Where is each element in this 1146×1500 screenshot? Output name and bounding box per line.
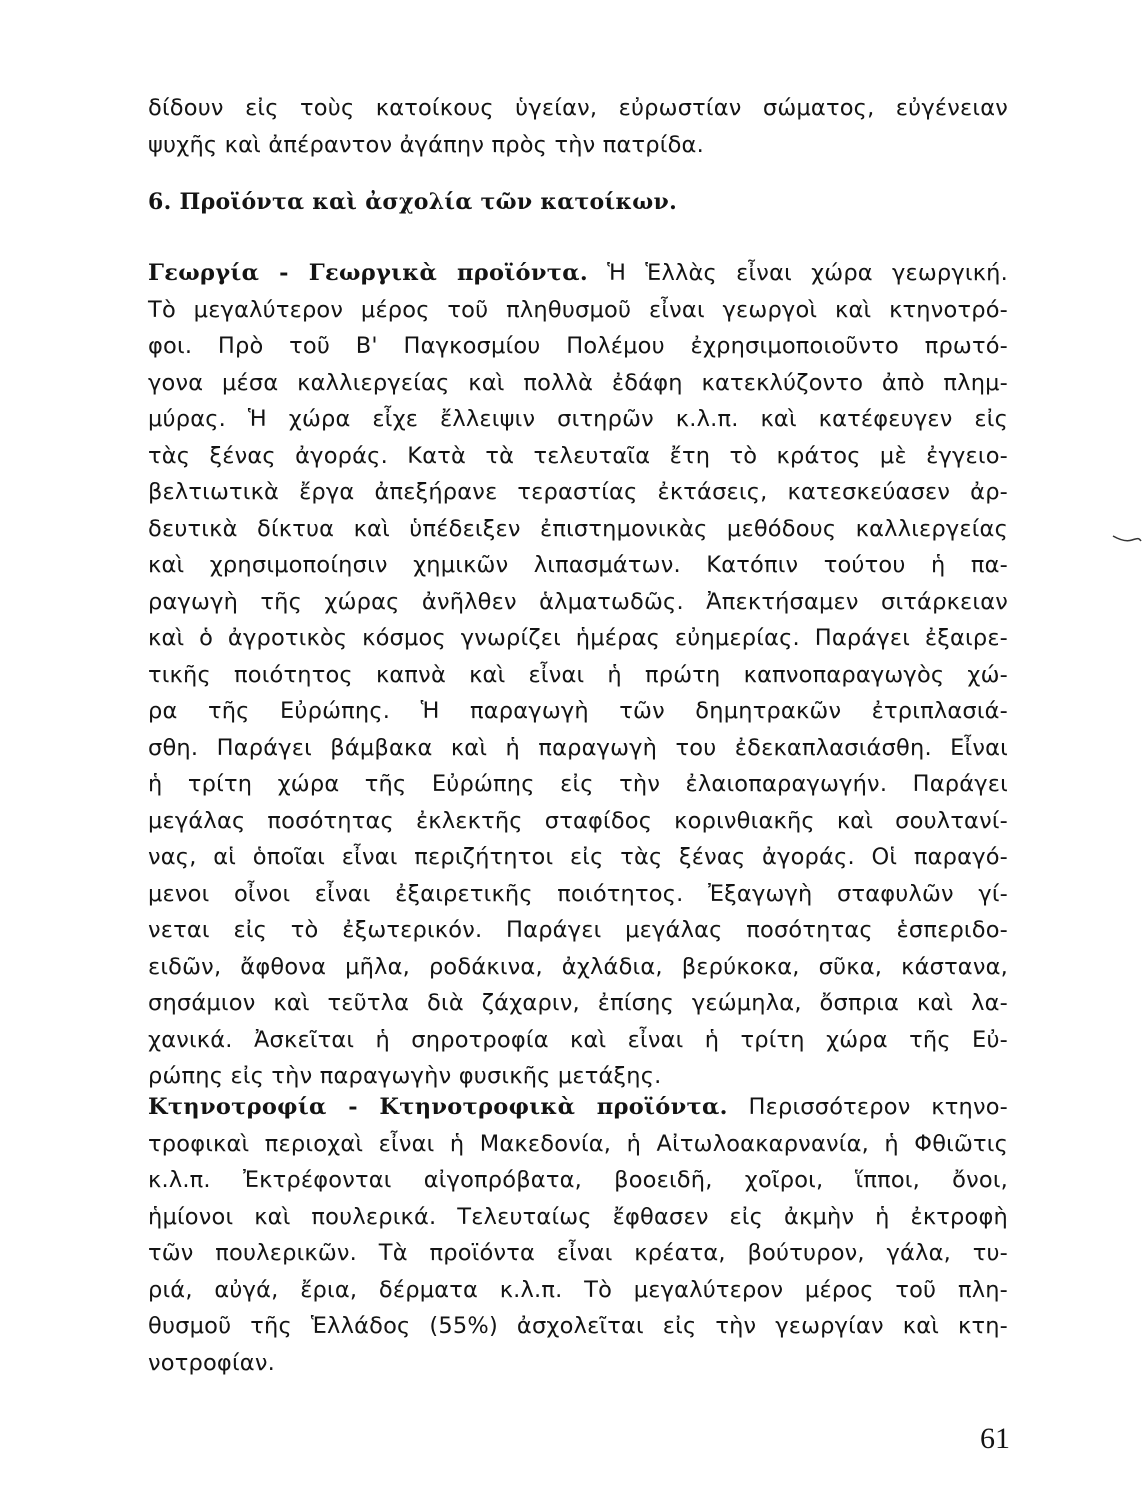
livestock-paragraph xyxy=(148,1089,1008,1381)
text-line: βελτιωτικὰ ἔργα ἀπεξήρανε τεραστίας ἐκτάσεις, κατεσκεύασεν ἀρ- xyxy=(148,479,1008,505)
intro-paragraph xyxy=(148,90,1008,163)
agriculture-first-line: Ἡ Ἑλλὰς εἶναι χώρα γεωργική. xyxy=(607,260,1008,286)
agriculture-heading: Γεωργία - Γεωργικὰ προϊόντα. xyxy=(148,260,588,286)
text-line: ριά, αὐγά, ἔρια, δέρματα κ.λ.π. Τὸ μεγαλύτερον μέρος τοῦ πλη- xyxy=(148,1276,1008,1303)
text-line: σθη. Παράγει βάμβακα καὶ ἡ παραγωγὴ του ἐδεκαπλασιάσθη. Εἶναι xyxy=(148,734,1008,761)
text-line: τῶν πουλερικῶν. Τὰ προϊόντα εἶναι κρέατα, βούτυρον, γάλα, τυ- xyxy=(148,1240,1008,1266)
text-line: ρώπης εἰς τὴν παραγωγὴν φυσικῆς μετάξης. xyxy=(148,1063,662,1089)
text-line: καὶ ὁ ἀγροτικὸς κόσμος γνωρίζει ἡμέρας εὐημερίας. Παράγει ἐξαιρε- xyxy=(148,625,1008,651)
text-line: τικῆς ποιότητος καπνὰ καὶ εἶναι ἡ πρώτη καπνοπαραγωγὸς χώ- xyxy=(148,661,1008,688)
text-line: Τὸ μεγαλύτερον μέρος τοῦ πληθυσμοῦ εἶναι γεωργοὶ καὶ κτηνοτρό- xyxy=(148,296,1008,323)
text-line: μύρας. Ἡ χώρα εἶχε ἔλλειψιν σιτηρῶν κ.λ.π. καὶ κατέφευγεν εἰς xyxy=(148,406,1008,432)
text-line: ἡ τρίτη χώρα τῆς Εὐρώπης εἰς τὴν ἐλαιοπαραγωγήν. Παράγει xyxy=(148,771,1008,797)
text-line xyxy=(148,1089,1008,1126)
text-line: δίδουν εἰς τοὺς κατοίκους ὑγείαν, εὐρωστίαν σώματος, εὐγένειαν xyxy=(148,95,1008,121)
agriculture-paragraph xyxy=(148,255,1008,1095)
section-heading: 6. Προϊόντα καὶ ἀσχολία τῶν κατοίκων. xyxy=(148,189,678,215)
text-line: ρα τῆς Εὐρώπης. Ἡ παραγωγὴ τῶν δημητρακῶν ἐτριπλασιά- xyxy=(148,698,1008,724)
page-number: 61 xyxy=(980,1422,1010,1455)
text-line: φοι. Πρὸ τοῦ Β' Παγκοσμίου Πολέμου ἐχρησιμοποιοῦντο πρωτό- xyxy=(148,333,1008,359)
text-line: μενοι οἶνοι εἶναι ἐξαιρετικῆς ποιότητος. Ἐξαγωγὴ σταφυλῶν γί- xyxy=(148,880,1008,907)
text-line: τροφικαὶ περιοχαὶ εἶναι ἡ Μακεδονία, ἡ Αἰτωλοακαρνανία, ἡ Φθιῶτις xyxy=(148,1130,1008,1157)
scan-mark xyxy=(1112,530,1142,548)
text-line: νοτροφίαν. xyxy=(148,1349,275,1376)
text-line: ειδῶν, ἄφθονα μῆλα, ροδάκινα, ἀχλάδια, βερύκοκα, σῦκα, κάστανα, xyxy=(148,953,1008,980)
text-line: νεται εἰς τὸ ἐξωτερικόν. Παράγει μεγάλας ποσότητας ἑσπεριδο- xyxy=(148,917,1008,943)
text-line: γονα μέσα καλλιεργείας καὶ πολλὰ ἐδάφη κατεκλύζοντο ἀπὸ πλημ- xyxy=(148,369,1008,396)
livestock-heading: Κτηνοτροφία - Κτηνοτροφικὰ προϊόντα. xyxy=(148,1094,728,1120)
text-line: τὰς ξένας ἀγοράς. Κατὰ τὰ τελευταῖα ἔτη τὸ κράτος μὲ ἐγγειο- xyxy=(148,442,1008,469)
text-line: σησάμιον καὶ τεῦτλα διὰ ζάχαριν, ἐπίσης γεώμηλα, ὄσπρια καὶ λα- xyxy=(148,990,1008,1016)
text-line xyxy=(148,255,1008,292)
livestock-first-line: Περισσότερον κτηνο- xyxy=(748,1094,1009,1120)
text-line: νας, αἱ ὁποῖαι εἶναι περιζήτητοι εἰς τὰς ξένας ἀγοράς. Οἱ παραγό- xyxy=(148,844,1008,870)
text-line: θυσμοῦ τῆς Ἑλλάδος (55%) ἀσχολεῖται εἰς τὴν γεωργίαν καὶ κτη- xyxy=(148,1313,1008,1339)
text-line: ἡμίονοι καὶ πουλερικά. Τελευταίως ἔφθασεν εἰς ἀκμὴν ἡ ἐκτροφὴ xyxy=(148,1203,1008,1230)
text-line: ραγωγὴ τῆς χώρας ἀνῆλθεν ἁλματωδῶς. Ἀπεκτήσαμεν σιτάρκειαν xyxy=(148,588,1008,615)
text-line: καὶ χρησιμοποίησιν χημικῶν λιπασμάτων. Κατόπιν τούτου ἡ πα- xyxy=(148,552,1008,578)
text-line: ψυχῆς καὶ ἀπέραντον ἀγάπην πρὸς τὴν πατρίδα. xyxy=(148,131,704,158)
text-line: δευτικὰ δίκτυα καὶ ὑπέδειξεν ἐπιστημονικὰς μεθόδους καλλιεργείας xyxy=(148,515,1008,542)
text-line: χανικά. Ἀσκεῖται ἡ σηροτροφία καὶ εἶναι ἡ τρίτη χώρα τῆς Εὐ- xyxy=(148,1026,1008,1053)
text-line: κ.λ.π. Ἐκτρέφονται αἰγοπρόβατα, βοοειδῆ, χοῖροι, ἵπποι, ὄνοι, xyxy=(148,1167,1008,1193)
text-line: μεγάλας ποσότητας ἐκλεκτῆς σταφίδος κορινθιακῆς καὶ σουλτανί- xyxy=(148,807,1008,834)
